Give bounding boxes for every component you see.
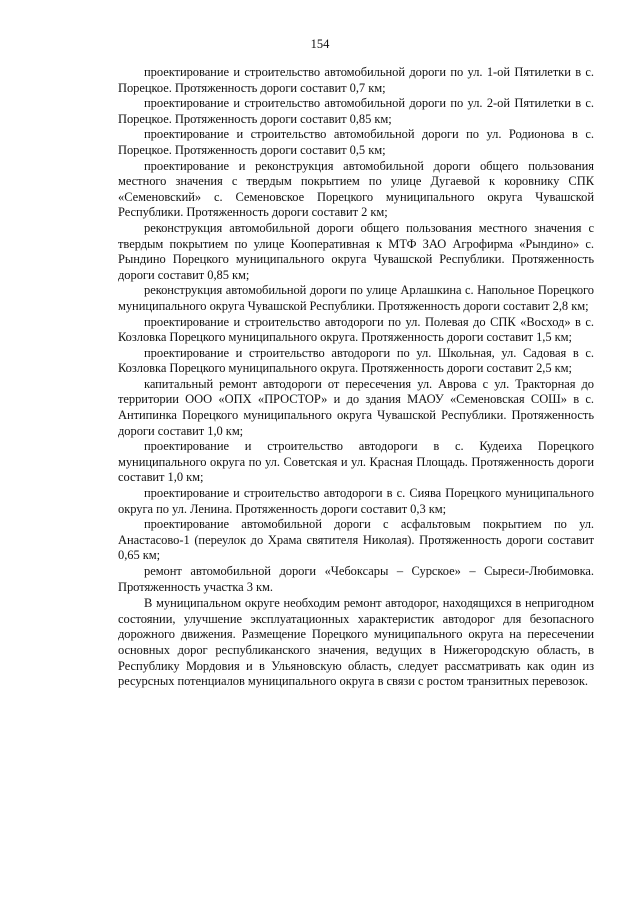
paragraph-road-arlashkina: реконструкция автомобильной дороги по улице Арлашкина с. Напольное Порецкого муниципального округа Чувашской Республики. Протяженность дороги составит 2,8 км;: [118, 283, 594, 313]
paragraph-road-polevaya: проектирование и строительство автодороги по ул. Полевая до СПК «Восход» в с. Козловка Порецкого муниципального округа. Протяженность дороги составит 1,5 км;: [118, 314, 594, 345]
paragraph-road-1-pyatiletki: проектирование и строительство автомобильной дороги по ул. 1-ой Пятилетки в с. Порецкое. Протяженность дороги составит 0,7 км;: [118, 65, 594, 95]
paragraph-summary: В муниципальном округе необходим ремонт автодорог, находящихся в непригодном состоянии, улучшение эксплуатационных характеристик автодорог для безопасного дорожного движения. Размещение Порецкого муниципального округа на пересечении основных дорог республиканского значения, ведущих в Нижегородскую область, в Республику Мордовия и в Ульяновскую область, следует рассматривать как один из ресурсных потенциалов муниципального округа в связи с ростом транзитных перевозок.: [118, 596, 594, 689]
paragraph-road-2-pyatiletki: проектирование и строительство автомобильной дороги по ул. 2-ой Пятилетки в с. Порецкое. Протяженность дороги составит 0,85 км;: [118, 96, 594, 126]
paragraph-road-anastasovo: проектирование автомобильной дороги с асфальтовым покрытием по ул. Анастасово-1 (переулок до Храма святителя Николая). Протяженность дороги составит 0,65 км;: [118, 517, 594, 563]
paragraph-road-rodionova: проектирование и строительство автомобильной дороги по ул. Родионова в с. Порецкое. Протяженность дороги составит 0,5 км;: [118, 127, 594, 157]
paragraph-road-siyava: проектирование и строительство автодороги в с. Сиява Порецкого муниципального округа по ул. Ленина. Протяженность дороги составит 0,3 км;: [118, 486, 594, 516]
paragraph-road-cheboksary-surskoe: ремонт автомобильной дороги «Чебоксары – Сурское» – Сыреси-Любимовка. Протяженность участка 3 км.: [118, 564, 594, 594]
paragraph-road-kooperativnaya: реконструкция автомобильной дороги общего пользования местного значения с твердым покрытием по улице Кооперативная к МТФ ЗАО Агрофирма «Рындино» с. Рындино Порецкого муниципального округа Чувашской Республики. Протяженность дороги составит 0,85 км;: [118, 220, 594, 282]
paragraph-road-kudeiha: проектирование и строительство автодороги в с. Кудеиха Порецкого муниципального округа по ул. Советская и ул. Красная Площадь. Протяженность дороги составит 1,0 км;: [118, 439, 594, 485]
document-body: [118, 65, 594, 690]
paragraph-road-shkolnaya: проектирование и строительство автодороги по ул. Школьная, ул. Садовая в с. Козловка Порецкого муниципального округа. Протяженность дороги составит 2,5 км;: [118, 345, 594, 376]
page-number: 154: [310, 37, 330, 51]
paragraph-road-antipinka: капитальный ремонт автодороги от пересечения ул. Аврова с ул. Тракторная до территории ООО «ОПХ «ПРОСТОР» и до здания МАОУ «Семеновская СОШ» в с. Антипинка Порецкого муниципального округа Чувашской Республики. Протяженность дороги составит 1,0 км;: [118, 376, 594, 438]
paragraph-road-dugaevoy: проектирование и реконструкция автомобильной дороги общего пользования местного значения с твердым покрытием по улице Дугаевой к коровнику СПК «Семеновский» с. Семеновское Порецкого муниципального округа Чувашской Республики. Протяженность дороги составит 2 км;: [118, 158, 594, 220]
